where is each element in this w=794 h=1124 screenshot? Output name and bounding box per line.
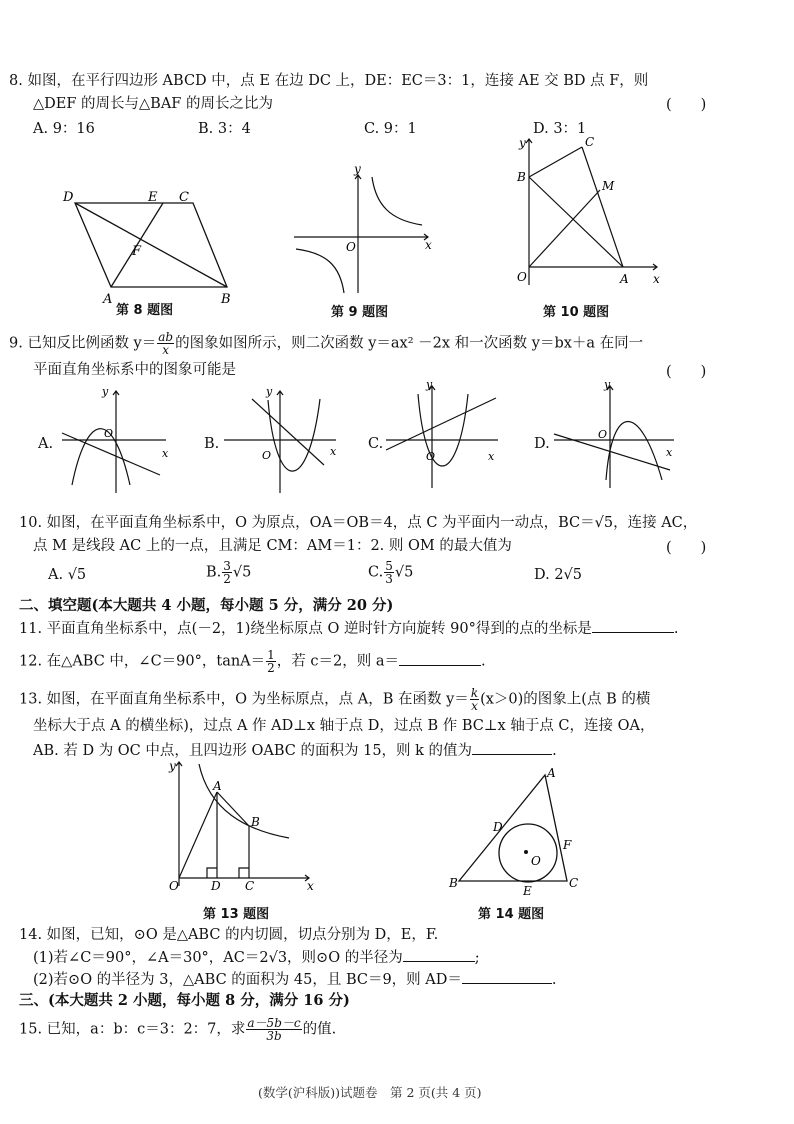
q15-pre: 15. 已知，a：b：c＝3：2：7，求 (19, 1021, 246, 1038)
q9-option-a-letter: A. (38, 436, 54, 452)
q8-option-c: C. 9：1 (364, 121, 417, 137)
q11-line: 11. 平面直角坐标系中，点(－2，1)绕坐标原点 O 逆时针方向旋转 90°得到的点的坐标是 . (19, 621, 679, 637)
fig8-label-d: D (63, 190, 74, 205)
q15-num: a－5b－c (247, 1016, 301, 1030)
fig14-label-b: B (449, 876, 458, 890)
q14-answer1-blank (403, 961, 475, 962)
fig8-caption: 第 8 题图 (116, 303, 174, 318)
fig8-label-e: E (148, 190, 158, 205)
fig10-label-b: B (517, 170, 526, 184)
q13-den: x (471, 699, 478, 713)
q9c-origin: O (426, 450, 436, 463)
q15-den: 3b (266, 1029, 282, 1043)
q9-line2: 平面直角坐标系中的图象可能是 (33, 362, 236, 378)
q14-answer2-blank (462, 983, 552, 984)
fig10-label-m: M (602, 179, 615, 193)
q9-fraction (157, 331, 174, 356)
q10-option-a: A. √5 (48, 567, 87, 583)
q10-optb-root: √5 (232, 564, 252, 581)
fig9-axis-y: y (354, 162, 361, 176)
q10-optb-den: 2 (223, 572, 231, 586)
q9-line1-suffix: 的图象如图所示，则二次函数 y＝ax² －2x 和一次函数 y＝bx＋a 在同一 (175, 335, 644, 352)
section2-heading: 二、填空题(本大题共 4 小题，每小题 5 分，满分 20 分) (19, 597, 394, 614)
q9b-axis-x: x (330, 445, 337, 458)
fig8-label-b: B (221, 292, 231, 307)
q9d-origin: O (598, 428, 608, 441)
q11-answer-blank (592, 632, 674, 633)
q10-answer-paren: ( ) (666, 540, 707, 556)
q10-option-d: D. 2√5 (534, 567, 583, 583)
q12-post: ，若 c＝2，则 a＝ (276, 653, 400, 670)
q8-line1: 8. 如图，在平行四边形 ABCD 中，点 E 在边 DC 上，DE：EC＝3：1，连接 AE 交 BD 点 F，则 (9, 73, 649, 89)
q12-num: 1 (267, 648, 275, 662)
page-footer: (数学(沪科版))试题卷 第 2 页(共 4 页) (258, 1085, 482, 1100)
fig9-caption: 第 9 题图 (331, 305, 389, 320)
q9-option-d-graph (550, 380, 680, 490)
fig10-diagram (505, 135, 665, 295)
q12-answer-blank (399, 665, 481, 666)
q14-line2: (1)若∠C＝90°，∠A＝30°，AC＝2√3，则⊙O 的半径为 ; (33, 950, 480, 966)
fig10-origin: O (517, 270, 527, 284)
fig13-diagram (165, 760, 325, 895)
q13-line1 (19, 687, 650, 712)
fig13-label-b: B (251, 815, 260, 829)
q8-line2: △DEF 的周长与△BAF 的周长之比为 (33, 96, 273, 112)
fig8-label-f: F (132, 244, 142, 259)
fig13-axis-y: y (169, 759, 176, 773)
fig9-hyperbola (290, 162, 440, 300)
q10-optc-letter: C. (368, 564, 384, 581)
fig10-axis-x: x (653, 272, 660, 286)
fig13-axis-x: x (307, 879, 314, 893)
q13-pre: 13. 如图，在平面直角坐标系中，O 为坐标原点，点 A，B 在函数 y＝ (19, 691, 469, 708)
q13-post: (x＞0)的图象上(点 B 的横 (480, 691, 651, 708)
fig8-parallelogram (55, 185, 245, 307)
q9-frac-num: ab (158, 330, 174, 344)
q14-line3-text: (2)若⊙O 的半径为 3，△ABC 的面积为 45，且 BC＝9，则 AD＝ (33, 972, 462, 988)
fig8-label-a: A (103, 292, 113, 307)
q15-post: 的值. (302, 1021, 337, 1038)
q14-line3: (2)若⊙O 的半径为 3，△ABC 的面积为 45，且 BC＝9，则 AD＝ . (33, 972, 557, 988)
q9-option-b-graph (220, 385, 340, 495)
q13-line3-text: AB. 若 D 为 OC 中点，且四边形 OABC 的面积为 15，则 k 的值为 (33, 743, 473, 759)
q13-num: k (470, 686, 479, 700)
q14-line1: 14. 如图，已知，⊙O 是△ABC 的内切圆，切点分别为 D，E，F. (19, 927, 439, 943)
q9d-axis-x: x (666, 446, 673, 459)
q9-answer-paren: ( ) (666, 364, 707, 380)
q8-option-d: D. 3：1 (533, 121, 587, 137)
fig13-label-c: C (245, 879, 255, 893)
q12-den: 2 (267, 661, 275, 675)
q9-line1 (9, 331, 643, 356)
q9a-axis-x: x (162, 447, 169, 460)
fig13-caption: 第 13 题图 (203, 907, 270, 922)
fig10-axis-y: y (519, 136, 526, 150)
q13-answer-blank (472, 754, 552, 755)
q13-line2: 坐标大于点 A 的横坐标)，过点 A 作 AD⊥x 轴于点 D，过点 B 作 BC⊥x 轴于点 C，连接 OA， (33, 718, 655, 734)
q9d-axis-y: y (604, 378, 611, 391)
q9-line1-prefix: 9. 已知反比例函数 y＝ (9, 335, 157, 352)
q10-line2: 点 M 是线段 AC 上的一点，且满足 CM：AM＝1：2. 则 OM 的最大值为 (33, 538, 512, 554)
q10-optc-den: 3 (385, 572, 393, 586)
section3-heading: 三、(本大题共 2 小题，每小题 8 分，满分 16 分) (19, 992, 350, 1009)
fig8-label-c: C (179, 190, 189, 205)
fig14-caption: 第 14 题图 (478, 907, 545, 922)
fig14-incircle (445, 765, 595, 898)
q12-line: 12. 在△ABC 中，∠C＝90°，tanA＝ $\frac{1}{2}$ ，若 c＝2，则 a＝ . (19, 648, 486, 675)
q9b-axis-y: y (266, 385, 273, 398)
q15-line (19, 1017, 336, 1042)
q9c-axis-y: y (426, 378, 433, 391)
fig9-axis-x: x (425, 238, 432, 252)
fig14-label-a: A (547, 766, 556, 780)
fig14-label-e: E (523, 884, 532, 898)
q13-line3: AB. 若 D 为 OC 中点，且四边形 OABC 的面积为 15，则 k 的值为 . (33, 743, 557, 759)
q9-option-a-graph (58, 385, 178, 495)
q10-option-b (206, 560, 251, 585)
q14-line2-text: (1)若∠C＝90°，∠A＝30°，AC＝2√3，则⊙O 的半径为 (33, 950, 403, 966)
q10-optb-num: 3 (223, 559, 231, 573)
fig13-label-a: A (213, 779, 222, 793)
fig13-origin: O (169, 879, 179, 893)
q9a-origin: O (104, 427, 114, 440)
fig10-caption: 第 10 题图 (543, 305, 610, 320)
q12-pre: 12. 在△ABC 中，∠C＝90°，tanA＝ (19, 653, 266, 670)
q9-option-d-letter: D. (534, 436, 550, 452)
fig13-label-d: D (211, 879, 221, 893)
q8-option-a: A. 9：16 (33, 121, 95, 137)
q8-option-b: B. 3：4 (198, 121, 251, 137)
fig14-label-d: D (493, 820, 503, 834)
q10-line1: 10. 如图，在平面直角坐标系中，O 为原点，OA＝OB＝4，点 C 为平面内一动点，BC＝√5，连接 AC， (19, 515, 698, 531)
fig14-center-dot (524, 850, 528, 854)
q10-option-c (368, 560, 413, 585)
q9-option-c-letter: C. (368, 436, 384, 452)
q8-answer-paren: ( ) (666, 97, 707, 113)
q10-optb-letter: B. (206, 564, 222, 581)
q10-optc-root: √5 (394, 564, 414, 581)
q11-text: 11. 平面直角坐标系中，点(－2，1)绕坐标原点 O 逆时针方向旋转 90°得到的点的坐标是 (19, 621, 592, 637)
fig14-label-f: F (563, 838, 572, 852)
q9a-axis-y: y (102, 385, 109, 398)
fig10-label-c: C (585, 135, 595, 149)
q9-frac-den: x (162, 343, 170, 357)
q9-option-c-graph (382, 380, 507, 490)
q9c-axis-x: x (488, 450, 495, 463)
q9-option-b-letter: B. (204, 436, 220, 452)
fig14-label-c: C (569, 876, 579, 890)
fig10-label-a: A (620, 272, 629, 286)
q10-optc-num: 5 (385, 559, 393, 573)
fig14-label-o: O (531, 854, 541, 868)
q9b-origin: O (262, 449, 272, 462)
fig9-origin: O (346, 240, 356, 254)
